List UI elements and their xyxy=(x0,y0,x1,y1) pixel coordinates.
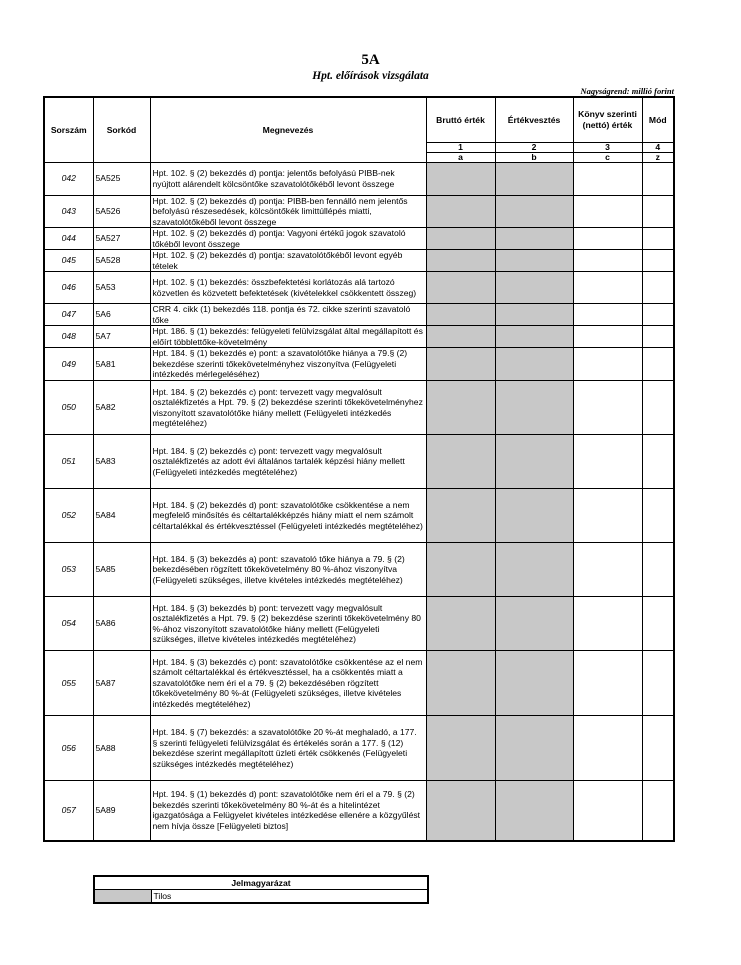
row-description: CRR 4. cikk (1) bekezdés 118. pontja és 72. cikke szerinti szavatoló tőke xyxy=(150,304,426,326)
table-row xyxy=(44,250,674,272)
col-number: 2 xyxy=(495,142,573,152)
row-index: 046 xyxy=(44,272,93,304)
value-konyv-cell[interactable] xyxy=(573,543,642,597)
value-brutto-disabled xyxy=(426,250,495,272)
row-description: Hpt. 184. § (3) bekezdés b) pont: tervezett vagy megvalósult osztalékfizetés a Hpt. 79. § (2) bekezdése szerinti tőkekövetelmény 80 %-ához viszonyított szavatolótőke hiány mellett (Felügyeleti szükséges, illetve kivételes intézkedés megtételéhez) xyxy=(150,597,426,651)
col-letter: a xyxy=(426,152,495,162)
row-code: 5A83 xyxy=(93,435,150,489)
row-index: 053 xyxy=(44,543,93,597)
row-code: 5A527 xyxy=(93,228,150,250)
value-konyv-cell[interactable] xyxy=(573,228,642,250)
value-mod-cell[interactable] xyxy=(642,272,674,304)
value-ertekvesztes-disabled xyxy=(495,348,573,381)
row-code: 5A528 xyxy=(93,250,150,272)
value-konyv-cell[interactable] xyxy=(573,781,642,841)
row-code: 5A7 xyxy=(93,326,150,348)
row-description: Hpt. 194. § (1) bekezdés d) pont: szavatolótőke nem éri el a 79. § (2) bekezdés szerinti tőkekövetelmény 80 %-át és a hitelintézet igazgatósága a Felügyelet kivételes intézkedése ellenére a közgyűlést nem hívja össze [Felügyeleti biztos] xyxy=(150,781,426,841)
row-index: 042 xyxy=(44,162,93,195)
value-brutto-disabled xyxy=(426,326,495,348)
col-letter: c xyxy=(573,152,642,162)
row-index: 047 xyxy=(44,304,93,326)
value-brutto-disabled xyxy=(426,195,495,228)
table-row xyxy=(44,435,674,489)
value-mod-cell[interactable] xyxy=(642,716,674,781)
value-konyv-cell[interactable] xyxy=(573,651,642,716)
table-row xyxy=(44,326,674,348)
value-mod-cell[interactable] xyxy=(642,195,674,228)
row-code: 5A88 xyxy=(93,716,150,781)
row-code: 5A53 xyxy=(93,272,150,304)
header-sorszam: Sorszám xyxy=(44,97,93,162)
value-brutto-disabled xyxy=(426,162,495,195)
header-sorkod: Sorkód xyxy=(93,97,150,162)
table-row xyxy=(44,543,674,597)
row-index: 043 xyxy=(44,195,93,228)
value-konyv-cell[interactable] xyxy=(573,272,642,304)
value-brutto-disabled xyxy=(426,781,495,841)
value-brutto-disabled xyxy=(426,304,495,326)
table-row xyxy=(44,304,674,326)
legend-table xyxy=(93,875,429,904)
value-mod-cell[interactable] xyxy=(642,304,674,326)
row-description: Hpt. 102. § (2) bekezdés d) pontja: Vagyoni értékű jogok szavatoló tőkéből levont összege xyxy=(150,228,426,250)
value-mod-cell[interactable] xyxy=(642,781,674,841)
form-subtitle: Hpt. előírások vizsgálata xyxy=(312,70,429,82)
value-ertekvesztes-disabled xyxy=(495,651,573,716)
value-ertekvesztes-disabled xyxy=(495,716,573,781)
value-konyv-cell[interactable] xyxy=(573,304,642,326)
value-brutto-disabled xyxy=(426,543,495,597)
table-row xyxy=(44,489,674,543)
value-brutto-disabled xyxy=(426,489,495,543)
value-mod-cell[interactable] xyxy=(642,228,674,250)
value-mod-cell[interactable] xyxy=(642,326,674,348)
row-description: Hpt. 102. § (2) bekezdés d) pontja: szavatolótőkéből levont egyéb tételek xyxy=(150,250,426,272)
row-code: 5A81 xyxy=(93,348,150,381)
unit-note: Nagyságrend: millió forint xyxy=(580,86,674,96)
header-megnevezes: Megnevezés xyxy=(150,97,426,162)
col-number: 1 xyxy=(426,142,495,152)
value-konyv-cell[interactable] xyxy=(573,326,642,348)
value-konyv-cell[interactable] xyxy=(573,381,642,435)
value-konyv-cell[interactable] xyxy=(573,195,642,228)
row-description: Hpt. 184. § (7) bekezdés: a szavatolótőke 20 %-át meghaladó, a 177. § szerinti felügyeleti felülvizsgálat és értékelés során a 177. § (12) bekezdése szerint megállapított üzleti érték csökkenés (Felügyeleti szükséges intézkedés megtételéhez) xyxy=(150,716,426,781)
table-row xyxy=(44,228,674,250)
row-description: Hpt. 102. § (2) bekezdés d) pontja: PIBB-ben fennálló nem jelentős befolyású részesedések, kölcsöntőkék limittúllépés miatti, szavatolótőkéből levont összege xyxy=(150,195,426,228)
row-index: 050 xyxy=(44,381,93,435)
value-mod-cell[interactable] xyxy=(642,543,674,597)
header-ertekvesztes: Értékvesztés xyxy=(495,97,573,142)
row-index: 057 xyxy=(44,781,93,841)
legend-swatch xyxy=(94,890,151,904)
row-index: 048 xyxy=(44,326,93,348)
row-index: 055 xyxy=(44,651,93,716)
value-konyv-cell[interactable] xyxy=(573,489,642,543)
header-mod: Mód xyxy=(642,97,674,142)
value-konyv-cell[interactable] xyxy=(573,348,642,381)
value-brutto-disabled xyxy=(426,597,495,651)
value-ertekvesztes-disabled xyxy=(495,435,573,489)
row-index: 056 xyxy=(44,716,93,781)
row-code: 5A526 xyxy=(93,195,150,228)
header-konyv: Könyv szerinti (nettó) érték xyxy=(573,97,642,142)
col-number: 3 xyxy=(573,142,642,152)
legend-item: Tilos xyxy=(151,890,428,904)
row-description: Hpt. 184. § (1) bekezdés e) pont: a szavatolótőke hiánya a 79.§ (2) bekezdése szerinti tőkekövetelményhez viszonyítva (Felügyeleti intézkedés mérlegeléséhez) xyxy=(150,348,426,381)
value-brutto-disabled xyxy=(426,435,495,489)
value-mod-cell[interactable] xyxy=(642,348,674,381)
value-ertekvesztes-disabled xyxy=(495,162,573,195)
row-description: Hpt. 184. § (3) bekezdés a) pont: szavatoló tőke hiánya a 79. § (2) bekezdésében rögzített tőkekövetelmény 80 %-ához viszonyítva (Felügyeleti szükséges, illetve kivételes intézkedés megtételéhez) xyxy=(150,543,426,597)
col-number: 4 xyxy=(642,142,674,152)
value-mod-cell[interactable] xyxy=(642,162,674,195)
table-row xyxy=(44,597,674,651)
row-index: 052 xyxy=(44,489,93,543)
data-table xyxy=(43,96,675,842)
value-ertekvesztes-disabled xyxy=(495,304,573,326)
value-ertekvesztes-disabled xyxy=(495,195,573,228)
row-index: 054 xyxy=(44,597,93,651)
row-description: Hpt. 184. § (2) bekezdés c) pont: tervezett vagy megvalósult osztalékfizetés az adott évi általános tartalék képzési hiány mellett (Felügyeleti intézkedés megtételéhez) xyxy=(150,435,426,489)
value-mod-cell[interactable] xyxy=(642,597,674,651)
value-ertekvesztes-disabled xyxy=(495,272,573,304)
value-ertekvesztes-disabled xyxy=(495,228,573,250)
value-brutto-disabled xyxy=(426,272,495,304)
header-brutto: Bruttó érték xyxy=(426,97,495,142)
value-konyv-cell[interactable] xyxy=(573,250,642,272)
table-row xyxy=(44,162,674,195)
value-mod-cell[interactable] xyxy=(642,651,674,716)
row-index: 051 xyxy=(44,435,93,489)
row-index: 049 xyxy=(44,348,93,381)
value-mod-cell[interactable] xyxy=(642,250,674,272)
value-brutto-disabled xyxy=(426,348,495,381)
value-mod-cell[interactable] xyxy=(642,489,674,543)
value-brutto-disabled xyxy=(426,651,495,716)
value-konyv-cell[interactable] xyxy=(573,162,642,195)
col-letter: z xyxy=(642,152,674,162)
value-konyv-cell[interactable] xyxy=(573,716,642,781)
legend-title: Jelmagyarázat xyxy=(94,876,428,890)
row-code: 5A85 xyxy=(93,543,150,597)
row-code: 5A84 xyxy=(93,489,150,543)
value-ertekvesztes-disabled xyxy=(495,250,573,272)
row-code: 5A87 xyxy=(93,651,150,716)
value-ertekvesztes-disabled xyxy=(495,489,573,543)
row-description: Hpt. 184. § (2) bekezdés d) pont: szavatolótőke csökkentése a nem megfelelő minősítés és céltartalékképzés hiány miatt el nem számolt céltartalékkal és értékvesztéssel (Felügyeleti intézkedés megtételéhez) xyxy=(150,489,426,543)
value-konyv-cell[interactable] xyxy=(573,597,642,651)
table-row xyxy=(44,781,674,841)
row-code: 5A82 xyxy=(93,381,150,435)
table-row xyxy=(44,348,674,381)
row-description: Hpt. 102. § (1) bekezdés: összbefektetési korlátozás alá tartozó közvetlen és közvetett befektetések (kivételekkel csökkentett összeg) xyxy=(150,272,426,304)
table-row xyxy=(44,651,674,716)
row-description: Hpt. 184. § (3) bekezdés c) pont: szavatolótőke csökkentése az el nem számolt céltartalékkal és értékvesztéssel, ha a csökkentés miatt a szavatolótőke nem éri el a 79. § (2) bekezdésében rögzített tőkekövetelmény 80 %-át (Felügyeleti szükséges, illetve kivételes intézkedés megtételéhez) xyxy=(150,651,426,716)
value-ertekvesztes-disabled xyxy=(495,381,573,435)
col-letter: b xyxy=(495,152,573,162)
row-index: 044 xyxy=(44,228,93,250)
value-ertekvesztes-disabled xyxy=(495,597,573,651)
value-ertekvesztes-disabled xyxy=(495,781,573,841)
value-ertekvesztes-disabled xyxy=(495,326,573,348)
row-code: 5A6 xyxy=(93,304,150,326)
row-description: Hpt. 184. § (2) bekezdés c) pont: tervezett vagy megvalósult osztalékfizetés a Hpt. 79. § (2) bekezdése szerinti tőkekövetelményhez viszonyított szavatolótőke hiány mellett (Felügyeleti intézkedés megtételéhez) xyxy=(150,381,426,435)
row-description: Hpt. 186. § (1) bekezdés: felügyeleti felülvizsgálat által megállapított és előírt többlettőke-követelmény xyxy=(150,326,426,348)
table-row xyxy=(44,381,674,435)
row-code: 5A525 xyxy=(93,162,150,195)
value-ertekvesztes-disabled xyxy=(495,543,573,597)
row-code: 5A89 xyxy=(93,781,150,841)
table-row xyxy=(44,195,674,228)
table-row xyxy=(44,716,674,781)
row-code: 5A86 xyxy=(93,597,150,651)
form-title: 5A xyxy=(361,52,380,68)
value-brutto-disabled xyxy=(426,716,495,781)
value-brutto-disabled xyxy=(426,381,495,435)
row-index: 045 xyxy=(44,250,93,272)
value-mod-cell[interactable] xyxy=(642,381,674,435)
row-description: Hpt. 102. § (2) bekezdés d) pontja: jelentős befolyású PIBB-nek nyújtott alárendelt kölcsöntőke szavatolótőkéből levont összege xyxy=(150,162,426,195)
value-brutto-disabled xyxy=(426,228,495,250)
value-mod-cell[interactable] xyxy=(642,435,674,489)
value-konyv-cell[interactable] xyxy=(573,435,642,489)
table-row xyxy=(44,272,674,304)
